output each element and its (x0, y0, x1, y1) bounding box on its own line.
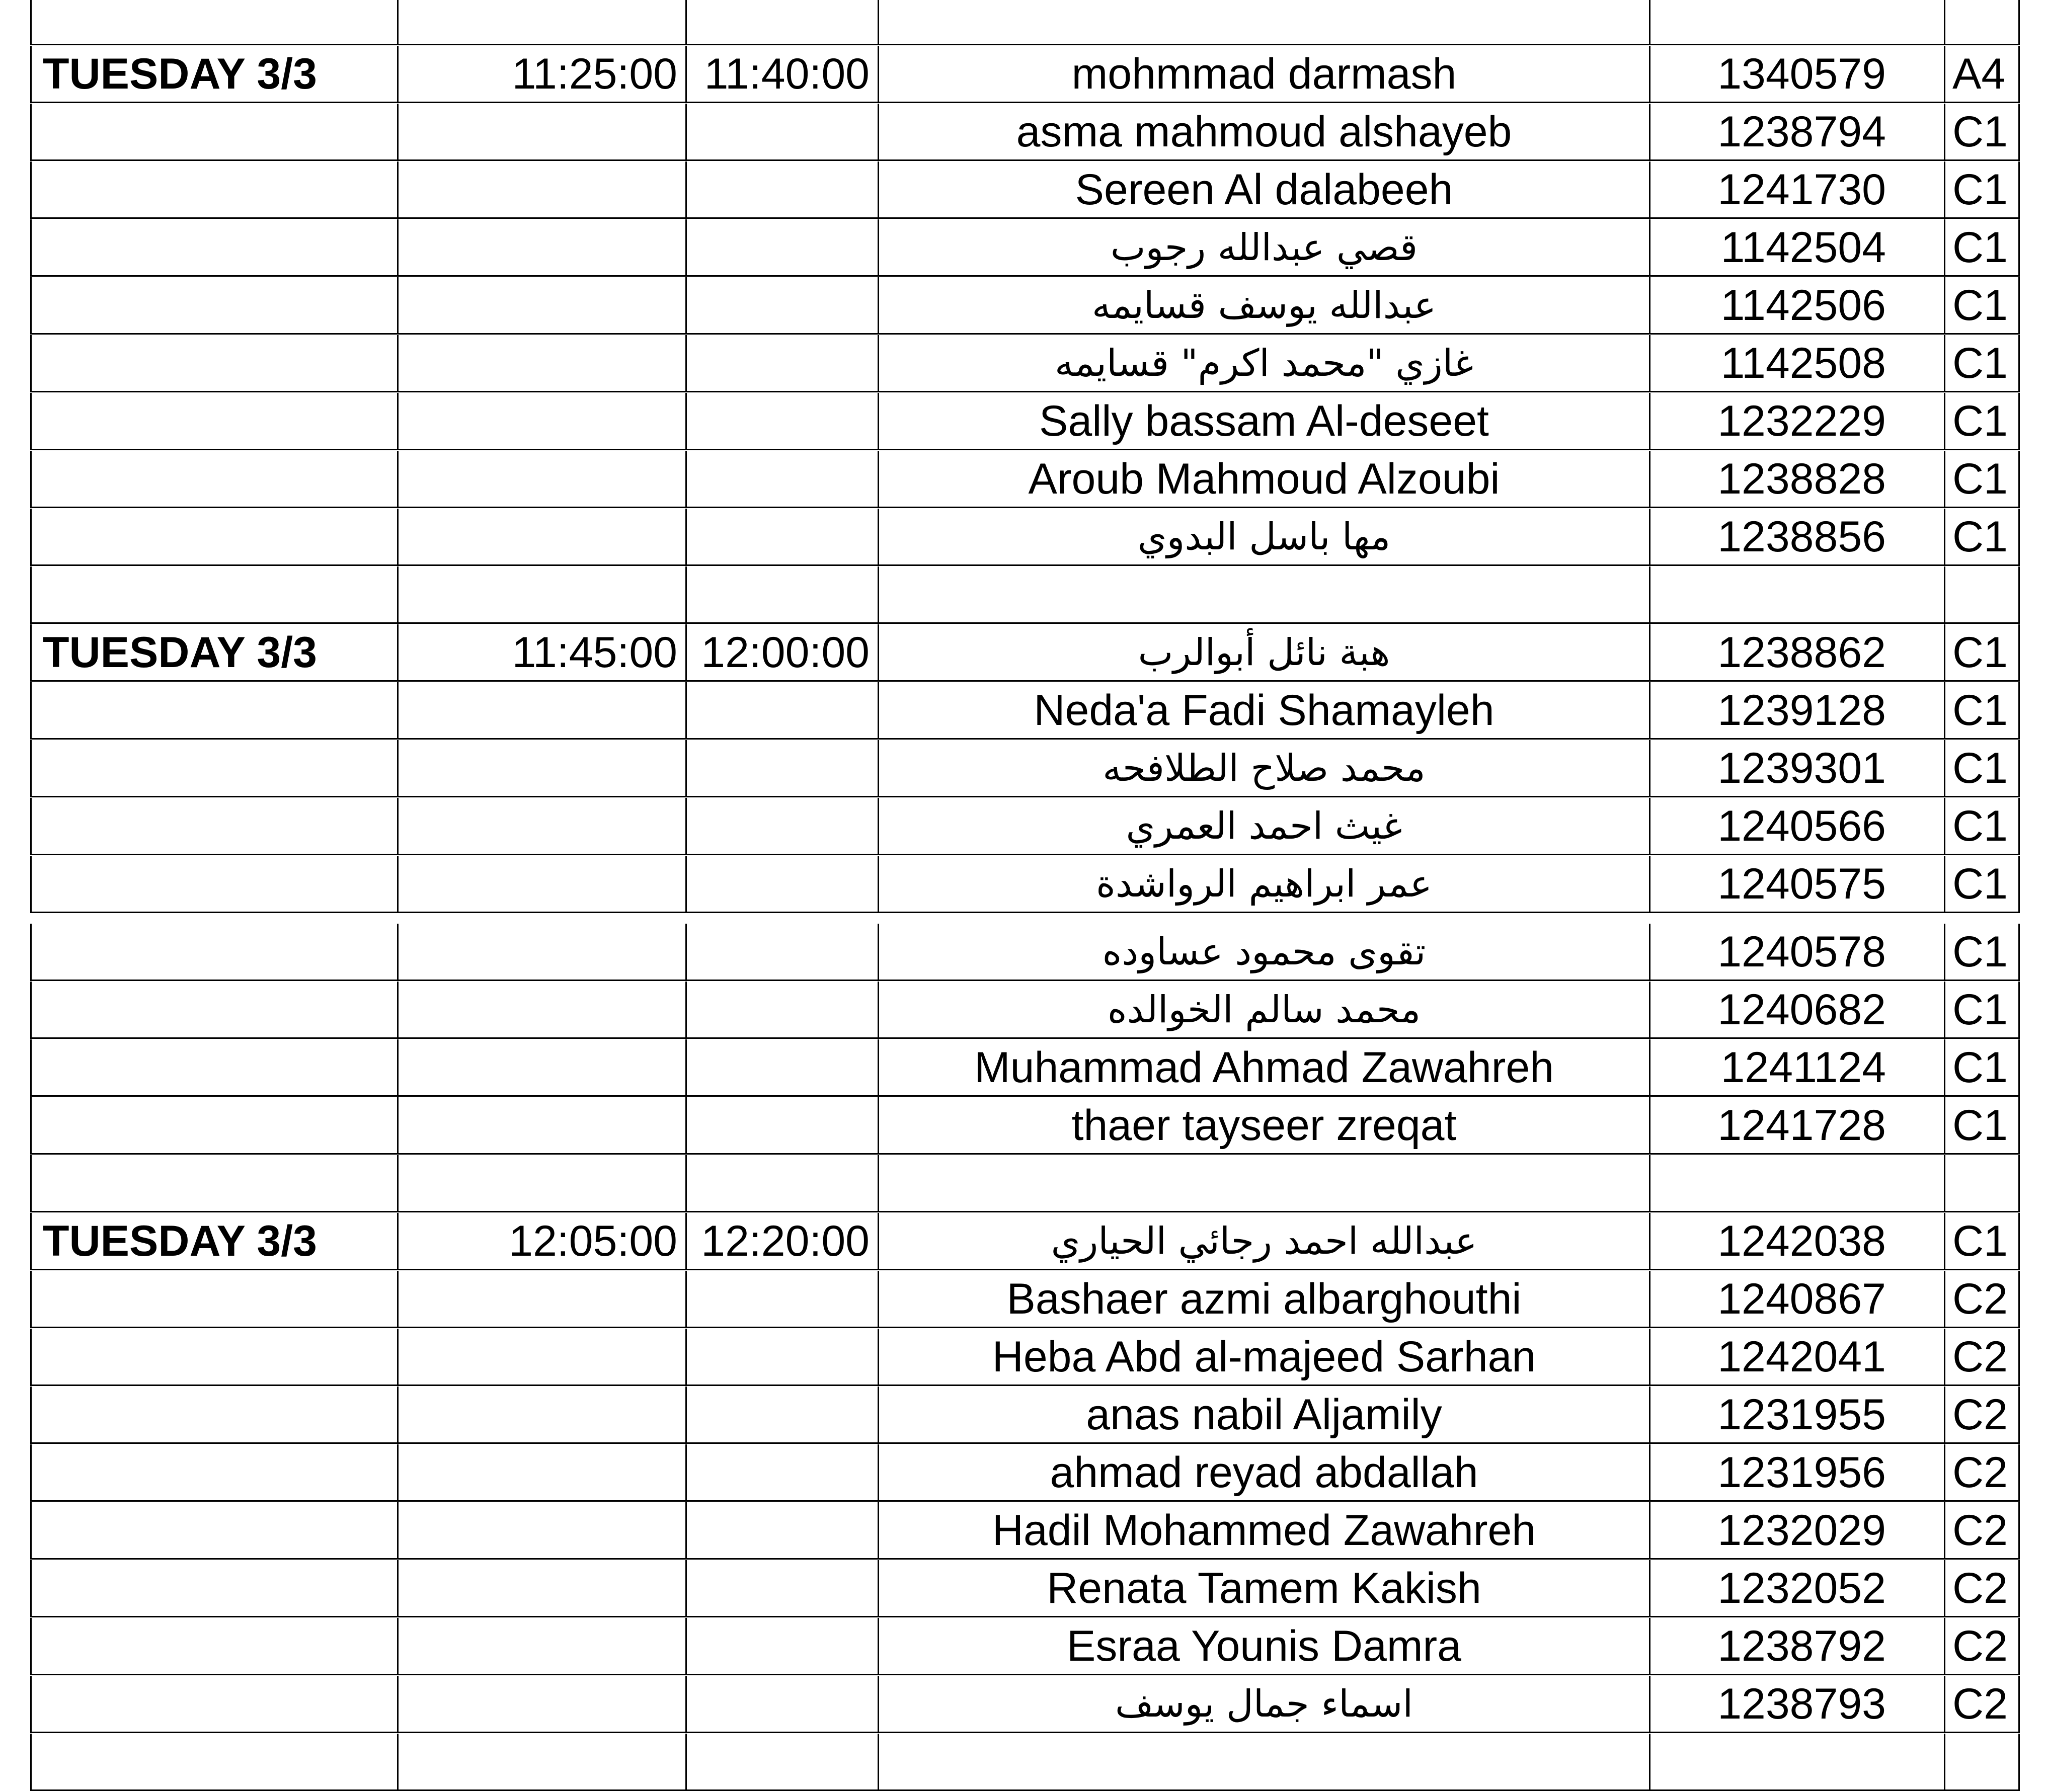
end-time-cell (687, 1329, 879, 1386)
table-row (0, 0, 2045, 46)
day-cell (30, 1155, 399, 1212)
student-name-cell: mohmmad darmash (879, 46, 1650, 103)
start-time-cell (399, 335, 687, 392)
group-cell: C1 (1945, 982, 2020, 1039)
start-time-cell (399, 798, 687, 855)
day-cell (30, 1444, 399, 1502)
start-time-cell (399, 856, 687, 913)
student-name-cell: تقوى محمود عساوده (879, 924, 1650, 981)
student-id-cell (1650, 1155, 1945, 1212)
student-id-cell: 1241728 (1650, 1097, 1945, 1155)
group-cell: C2 (1945, 1618, 2020, 1675)
end-time-cell (687, 682, 879, 740)
table-row (0, 335, 2045, 393)
student-id-cell: 1242038 (1650, 1213, 1945, 1270)
student-name-cell (879, 566, 1650, 624)
table-row (0, 1097, 2045, 1156)
group-cell: C2 (1945, 1329, 2020, 1386)
group-cell: C1 (1945, 161, 2020, 219)
start-time-cell (399, 0, 687, 45)
student-id-cell: 1238792 (1650, 1618, 1945, 1675)
student-id-cell: 1142504 (1650, 219, 1945, 277)
student-id-cell: 1240867 (1650, 1271, 1945, 1328)
table-row (0, 104, 2045, 162)
start-time-cell (399, 509, 687, 566)
table-row (0, 1387, 2045, 1445)
start-time-cell (399, 1271, 687, 1328)
group-cell: C1 (1945, 393, 2020, 450)
table-row (0, 1213, 2045, 1271)
group-cell: C2 (1945, 1502, 2020, 1560)
group-cell: C1 (1945, 682, 2020, 740)
end-time-cell (687, 277, 879, 335)
end-time-cell (687, 509, 879, 566)
student-name-cell: عبدالله يوسف قسايمه (879, 277, 1650, 335)
end-time-cell (687, 219, 879, 277)
student-id-cell: 1238793 (1650, 1676, 1945, 1733)
end-time-cell (687, 451, 879, 508)
student-name-cell: غيث احمد العمري (879, 798, 1650, 855)
end-time-cell (687, 982, 879, 1039)
group-cell: C1 (1945, 740, 2020, 797)
day-cell (30, 1560, 399, 1617)
day-cell (30, 393, 399, 450)
student-id-cell: 1238794 (1650, 104, 1945, 161)
student-name-cell: هبة نائل أبوالرب (879, 624, 1650, 682)
table-row (0, 566, 2045, 625)
day-cell (30, 982, 399, 1039)
table-row (0, 219, 2045, 278)
table-row (0, 798, 2045, 856)
end-time-cell (687, 1387, 879, 1444)
day-cell: TUESDAY 3/3 (30, 46, 399, 103)
table-row (0, 1444, 2045, 1503)
day-cell (30, 451, 399, 508)
table-row (0, 982, 2045, 1040)
student-name-cell: Muhammad Ahmad Zawahreh (879, 1039, 1650, 1097)
start-time-cell: 12:05:00 (399, 1213, 687, 1270)
day-cell (30, 1387, 399, 1444)
end-time-cell: 11:40:00 (687, 46, 879, 103)
student-id-cell: 1242041 (1650, 1329, 1945, 1386)
student-name-cell: Heba Abd al-majeed Sarhan (879, 1329, 1650, 1386)
student-id-cell: 1241730 (1650, 161, 1945, 219)
table-row (0, 624, 2045, 683)
student-id-cell: 1231955 (1650, 1387, 1945, 1444)
group-cell: C1 (1945, 335, 2020, 392)
end-time-cell (687, 335, 879, 392)
table-row (0, 1039, 2045, 1098)
day-cell (30, 856, 399, 913)
table-row (0, 277, 2045, 336)
start-time-cell (399, 566, 687, 624)
start-time-cell (399, 1618, 687, 1675)
group-cell: C1 (1945, 1039, 2020, 1097)
start-time-cell (399, 740, 687, 797)
start-time-cell (399, 219, 687, 277)
table-row (0, 682, 2045, 741)
student-name-cell: Neda'a Fadi Shamayleh (879, 682, 1650, 740)
day-cell (30, 1618, 399, 1675)
student-name-cell: محمد سالم الخوالده (879, 982, 1650, 1039)
day-cell (30, 104, 399, 161)
start-time-cell (399, 104, 687, 161)
student-name-cell: غازي "محمد اكرم" قسايمه (879, 335, 1650, 392)
student-name-cell: عمر ابراهيم الرواشدة (879, 856, 1650, 913)
student-id-cell: 1239128 (1650, 682, 1945, 740)
student-name-cell: Sally bassam Al-deseet (879, 393, 1650, 450)
day-cell (30, 1676, 399, 1733)
student-name-cell: Esraa Younis Damra (879, 1618, 1650, 1675)
start-time-cell (399, 1155, 687, 1212)
student-id-cell: 1232229 (1650, 393, 1945, 450)
table-row (0, 1560, 2045, 1618)
group-cell: C2 (1945, 1444, 2020, 1502)
group-cell (1945, 566, 2020, 624)
day-cell (30, 219, 399, 277)
day-cell (30, 798, 399, 855)
student-id-cell: 1240575 (1650, 856, 1945, 913)
student-id-cell: 1239301 (1650, 740, 1945, 797)
start-time-cell (399, 682, 687, 740)
group-cell: A4 (1945, 46, 2020, 103)
day-cell (30, 1734, 399, 1791)
day-cell (30, 0, 399, 45)
day-cell (30, 1329, 399, 1386)
student-name-cell: anas nabil Aljamily (879, 1387, 1650, 1444)
end-time-cell (687, 856, 879, 913)
day-cell: TUESDAY 3/3 (30, 624, 399, 682)
group-cell: C1 (1945, 451, 2020, 508)
student-id-cell: 1241124 (1650, 1039, 1945, 1097)
group-cell: C1 (1945, 624, 2020, 682)
end-time-cell (687, 1734, 879, 1791)
end-time-cell (687, 1502, 879, 1560)
day-cell (30, 1097, 399, 1155)
student-name-cell: مها باسل البدوي (879, 509, 1650, 566)
end-time-cell: 12:20:00 (687, 1213, 879, 1270)
student-name-cell (879, 1155, 1650, 1212)
student-name-cell: Bashaer azmi albarghouthi (879, 1271, 1650, 1328)
day-cell (30, 566, 399, 624)
start-time-cell: 11:45:00 (399, 624, 687, 682)
start-time-cell (399, 1676, 687, 1733)
student-name-cell: asma mahmoud alshayeb (879, 104, 1650, 161)
table-row (0, 393, 2045, 451)
start-time-cell (399, 982, 687, 1039)
student-name-cell: قصي عبدالله رجوب (879, 219, 1650, 277)
student-name-cell: عبدالله احمد رجائي الحياري (879, 1213, 1650, 1270)
end-time-cell (687, 1271, 879, 1328)
student-id-cell (1650, 0, 1945, 45)
group-cell: C2 (1945, 1676, 2020, 1733)
day-cell (30, 740, 399, 797)
table-row (0, 161, 2045, 220)
start-time-cell (399, 1097, 687, 1155)
student-id-cell: 1232052 (1650, 1560, 1945, 1617)
start-time-cell (399, 1039, 687, 1097)
start-time-cell (399, 1502, 687, 1560)
student-id-cell: 1240578 (1650, 924, 1945, 981)
student-name-cell: thaer tayseer zreqat (879, 1097, 1650, 1155)
table-row (0, 1502, 2045, 1561)
student-name-cell: Hadil Mohammed Zawahreh (879, 1502, 1650, 1560)
end-time-cell (687, 1560, 879, 1617)
start-time-cell (399, 451, 687, 508)
end-time-cell (687, 161, 879, 219)
day-cell (30, 335, 399, 392)
group-cell: C2 (1945, 1271, 2020, 1328)
day-cell (30, 277, 399, 335)
table-row (0, 46, 2045, 104)
day-cell (30, 682, 399, 740)
student-id-cell (1650, 566, 1945, 624)
end-time-cell (687, 924, 879, 981)
group-cell: C1 (1945, 856, 2020, 913)
day-cell (30, 924, 399, 981)
table-row (0, 1155, 2045, 1213)
start-time-cell (399, 1444, 687, 1502)
day-cell (30, 509, 399, 566)
student-id-cell: 1240682 (1650, 982, 1945, 1039)
end-time-cell (687, 1097, 879, 1155)
table-row (0, 740, 2045, 798)
start-time-cell (399, 161, 687, 219)
table-row (0, 1676, 2045, 1734)
end-time-cell (687, 740, 879, 797)
end-time-cell (687, 393, 879, 450)
student-id-cell (1650, 1734, 1945, 1791)
group-cell: C1 (1945, 277, 2020, 335)
student-name-cell: Renata Tamem Kakish (879, 1560, 1650, 1617)
day-cell (30, 1502, 399, 1560)
student-name-cell: Aroub Mahmoud Alzoubi (879, 451, 1650, 508)
group-cell (1945, 0, 2020, 45)
end-time-cell (687, 1155, 879, 1212)
end-time-cell (687, 0, 879, 45)
start-time-cell (399, 1329, 687, 1386)
end-time-cell (687, 566, 879, 624)
student-name-cell (879, 1734, 1650, 1791)
group-cell: C1 (1945, 924, 2020, 981)
table-row (0, 1271, 2045, 1329)
student-name-cell (879, 0, 1650, 45)
end-time-cell (687, 1676, 879, 1733)
student-id-cell: 1231956 (1650, 1444, 1945, 1502)
student-name-cell: Sereen Al dalabeeh (879, 161, 1650, 219)
start-time-cell (399, 277, 687, 335)
table-row (0, 1734, 2045, 1792)
group-cell: C1 (1945, 1213, 2020, 1270)
group-cell: C2 (1945, 1387, 2020, 1444)
group-cell: C1 (1945, 1097, 2020, 1155)
start-time-cell (399, 1387, 687, 1444)
end-time-cell: 12:00:00 (687, 624, 879, 682)
group-cell (1945, 1155, 2020, 1212)
end-time-cell (687, 1039, 879, 1097)
table-row (0, 1618, 2045, 1676)
student-id-cell: 1238856 (1650, 509, 1945, 566)
table-row (0, 1329, 2045, 1387)
student-name-cell: محمد صلاح الطلافحه (879, 740, 1650, 797)
start-time-cell: 11:25:00 (399, 46, 687, 103)
end-time-cell (687, 1444, 879, 1502)
student-id-cell: 1238828 (1650, 451, 1945, 508)
student-name-cell: ahmad reyad abdallah (879, 1444, 1650, 1502)
end-time-cell (687, 104, 879, 161)
group-cell: C2 (1945, 1560, 2020, 1617)
start-time-cell (399, 393, 687, 450)
end-time-cell (687, 798, 879, 855)
table-row (0, 856, 2045, 914)
group-cell: C1 (1945, 798, 2020, 855)
student-name-cell: اسماء جمال يوسف (879, 1676, 1650, 1733)
table-row (0, 924, 2045, 982)
group-cell (1945, 1734, 2020, 1791)
student-id-cell: 1142506 (1650, 277, 1945, 335)
student-id-cell: 1238862 (1650, 624, 1945, 682)
start-time-cell (399, 1734, 687, 1791)
day-cell: TUESDAY 3/3 (30, 1213, 399, 1270)
start-time-cell (399, 1560, 687, 1617)
student-id-cell: 1232029 (1650, 1502, 1945, 1560)
start-time-cell (399, 924, 687, 981)
student-id-cell: 1142508 (1650, 335, 1945, 392)
table-row (0, 509, 2045, 567)
end-time-cell (687, 1618, 879, 1675)
table-row (0, 451, 2045, 509)
day-cell (30, 1271, 399, 1328)
group-cell: C1 (1945, 509, 2020, 566)
student-id-cell: 1240566 (1650, 798, 1945, 855)
group-cell: C1 (1945, 219, 2020, 277)
day-cell (30, 161, 399, 219)
day-cell (30, 1039, 399, 1097)
group-cell: C1 (1945, 104, 2020, 161)
student-id-cell: 1340579 (1650, 46, 1945, 103)
